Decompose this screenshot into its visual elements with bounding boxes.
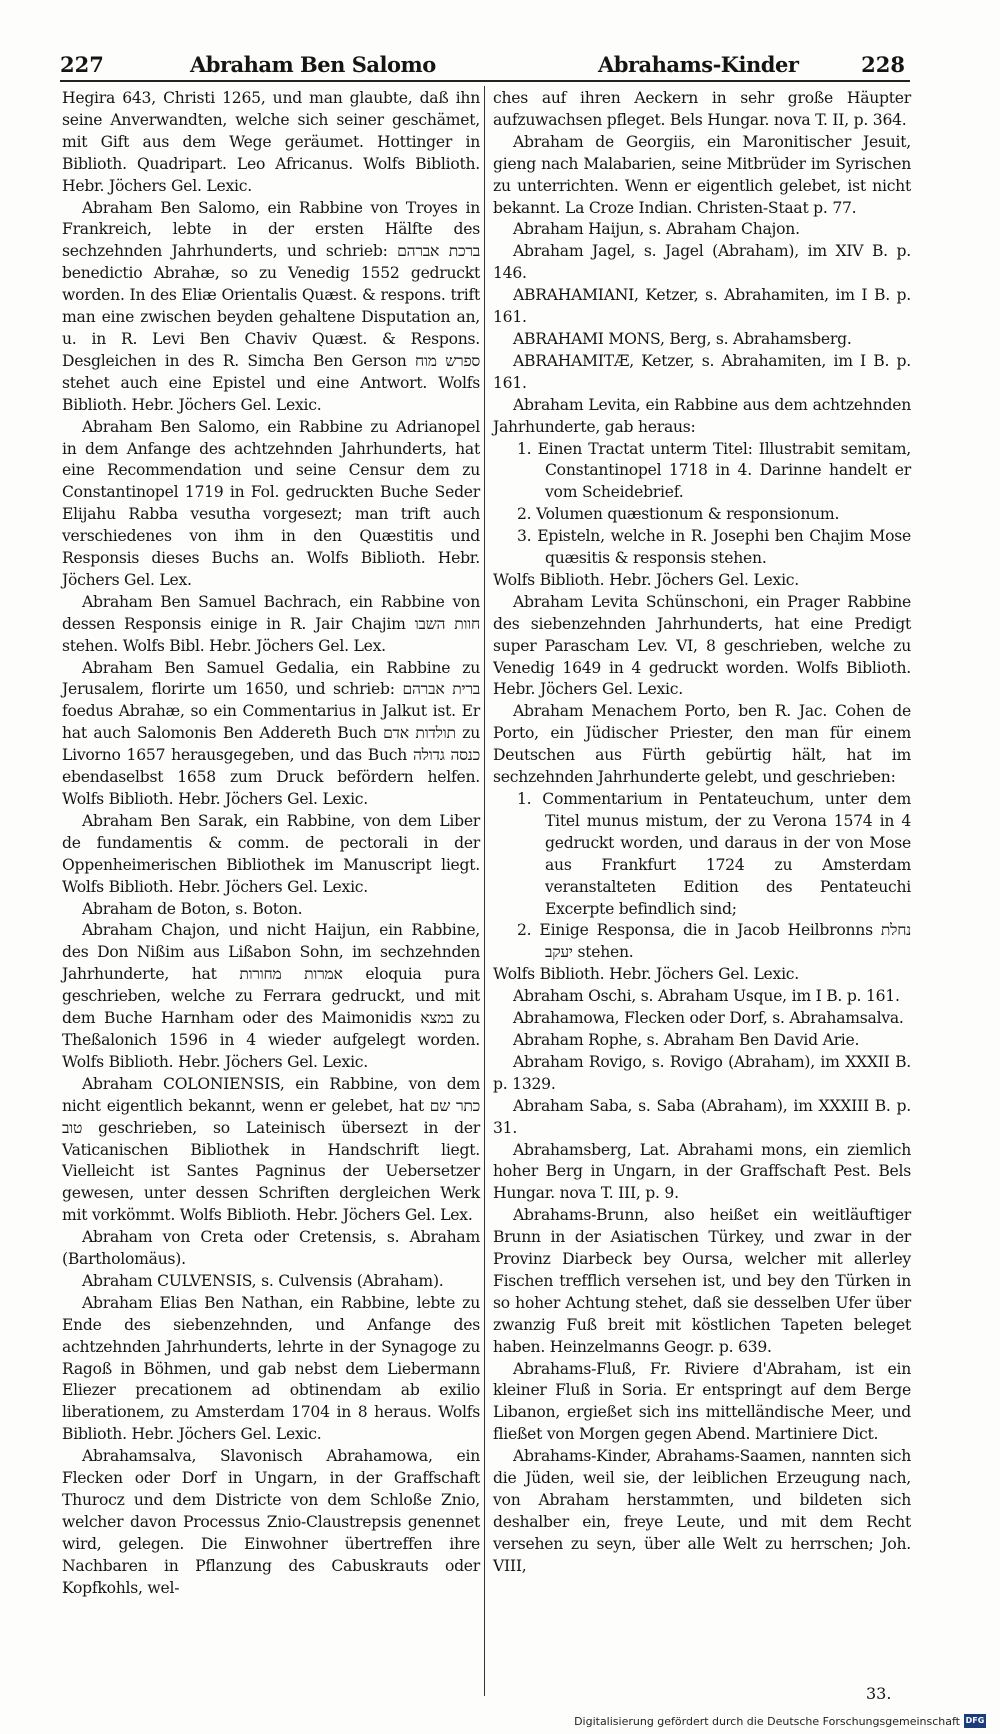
left-running-title: Abraham Ben Salomo [190, 52, 436, 77]
entry-paragraph: ABRAHAMI MONS, Berg, s. Abrahamsberg. [513, 329, 852, 348]
entry-paragraph: Abraham COLONIENSIS, ein Rabbine, von dem nicht eigentlich bekannt, wenn er gelebet, hat כתר שם טוב geschrieben, so Lateinisch übersezt in der Vaticanischen Bibliothek in Handschrift liegt. Vielleicht ist Santes Pagninus der Uebersetzer gewesen, unter dessen Schriften dergleichen Werk mit vorkömmt. Wolfs Biblioth. Hebr. Jöchers Gel. Lex. [62, 1074, 480, 1225]
entry-paragraph: Abrahamowa, Flecken oder Dorf, s. Abrahamsalva. [513, 1009, 904, 1028]
left-page-number: 227 [60, 52, 104, 77]
entry-paragraph: Abraham Levita Schünschoni, ein Prager Rabbine des siebenzehnden Jahrhunderts, hat eine Predigt super Parascham Lev. VI, 8 geschrieben, welche zu Venedig 1649 in 4 gedruckt worden. Wolfs Biblioth. Hebr. Jöchers Gel. Lexic. [493, 592, 911, 699]
list-item: 1. Commentarium in Pentateuchum, unter dem Titel munus mistum, der zu Verona 1574 in 4 gedruckt worden, und daraus in der von Mose aus Frankfurt 1724 zu Amsterdam veranstalteten Edition des Pentateuchi Excerpte befindlich sind; [517, 790, 911, 918]
entry-paragraph: Abraham Haijun, s. Abraham Chajon. [513, 220, 800, 239]
right-page-number: 228 [861, 52, 905, 77]
header-rule [60, 80, 910, 82]
entry-paragraph: Abraham Ben Samuel Gedalia, ein Rabbine zu Jerusalem, florirte um 1650, und schrieb: ברית אברהם foedus Abrahæ, so ein Commentarius in Jalkut ist. Er hat auch Salomonis Ben Addereth Buch תולדות אדם zu Livorno 1657 herausgegeben, und das Buch כנסה גדולה ebendaselbst 1658 zum Druck befördern helfen. Wolfs Biblioth. Hebr. Jöchers Gel. Lexic. [62, 658, 481, 808]
list-item: 3. Episteln, welche in R. Josephi ben Chajim Mose quæsitis & responsis stehen. [517, 527, 911, 568]
entry-paragraph: Abraham Levita, ein Rabbine aus dem achtzehnden Jahrhunderte, gab heraus: [493, 395, 911, 436]
entry-paragraph: Abrahamsalva, Slavonisch Abrahamowa, ein Flecken oder Dorf in Ungarn, in der Graffschaft Thurocz und dem Districte von dem Schloße Znio, welcher davon Processus Znio-Claustrepsis genennet wird, gelegen. Die Einwohner übertreffen ihre Nachbaren in Pflanzung des Cabuskrauts oder Kopfkohls, wel- [62, 1447, 480, 1597]
left-column [62, 88, 480, 1600]
entry-paragraph: ABRAHAMIANI, Ketzer, s. Abrahamiten, im I B. p. 161. [493, 286, 911, 327]
entry-paragraph: Abraham Menachem Porto, ben R. Jac. Cohen de Porto, ein Jüdischer Priester, den man für einem Deutschen aus Fürth gebürtig hält, hat im sechzehnden Jahrhunderte gelebt, und geschrieben: [493, 702, 911, 787]
entry-paragraph: Abraham Saba, s. Saba (Abraham), im XXXIII B. p. 31. [493, 1096, 911, 1137]
entry-paragraph: Abrahamsberg, Lat. Abrahami mons, ein ziemlich hoher Berg in Ungarn, in der Graffschaft Pest. Bels Hungar. nova T. III, p. 9. [493, 1140, 911, 1203]
entry-paragraph: Abrahams-Fluß, Fr. Riviere d'Abraham, ist ein kleiner Fluß in Soria. Er entspringt auf dem Berge Libanon, ergießet sich ins mittelländische Meer, und fließet von Morgen gegen Abend. Martiniere Dict. [493, 1359, 911, 1444]
entry-paragraph: Abraham Ben Sarak, ein Rabbine, von dem Liber de fundamentis & comm. de pectorali in der Oppenheimerischen Bibliothek im Manuscript liegt. Wolfs Biblioth. Hebr. Jöchers Gel. Lexic. [62, 811, 480, 896]
entry-paragraph: Abrahams-Kinder, Abrahams-Saamen, nannten sich die Jüden, weil sie, der leiblichen Erzeugung nach, von Abraham herstammten, und bildeten sich deshalber ein, freye Leute, und mit dem Recht versehen zu seyn, über alle Welt zu herrschen; Joh. VIII, [493, 1447, 911, 1575]
entry-paragraph: Abraham Rophe, s. Abraham Ben David Arie. [513, 1030, 860, 1049]
footer-text: Digitalisierung gefördert durch die Deutsche Forschungsgemeinschaft [574, 1714, 960, 1728]
entry-paragraph: Abraham Chajon, und nicht Haijun, ein Rabbine, des Don Nißim aus Lißabon Sohn, im sechzehnden Jahrhunderte, hat אמרות מחורות eloquia pura geschrieben, welche zu Ferrara gedruckt, und mit dem Buche Harnham oder des Maimonidis במצא zu Theßalonich 1596 in 4 wieder aufgelegt worden. Wolfs Biblioth. Hebr. Jöchers Gel. Lexic. [62, 921, 481, 1071]
entry-paragraph: ches auf ihren Aeckern in sehr große Häupter aufzuwachsen pfleget. Bels Hungar. nova T. II, p. 364. [493, 89, 911, 129]
entry-paragraph: ABRAHAMITÆ, Ketzer, s. Abrahamiten, im I B. p. 161. [493, 351, 911, 392]
entry-paragraph: Abraham Ben Salomo, ein Rabbine zu Adrianopel in dem Anfange des achtzehnden Jahrhunderts, hat eine Recommendation und seine Censur dem zu Constantinopel 1719 in Fol. gedruckten Buche Seder Elijahu Rabba vesutha vorgesezt; man trift auch verschiedenes von ihm in den Quæstitis und Responsis dieses Buchs an. Wolfs Biblioth. Hebr. Jöchers Gel. Lex. [62, 417, 480, 589]
entry-paragraph: Abraham Rovigo, s. Rovigo (Abraham), im XXXII B. p. 1329. [493, 1052, 911, 1093]
dfg-logo-icon: DFG [964, 1714, 986, 1728]
list-item: 1. Einen Tractat unterm Titel: Illustrabit semitam, Constantinopel 1718 in 4. Darinne handelt er vom Scheidebrief. [517, 439, 911, 502]
entry-paragraph: Abraham Ben Samuel Bachrach, ein Rabbine von dessen Responsis einige in R. Jair Chajim חוות השבו stehen. Wolfs Bibl. Hebr. Jöchers Gel. Lex. [62, 592, 480, 655]
column-divider [484, 86, 485, 1696]
entry-paragraph: Abraham von Creta oder Cretensis, s. Abraham (Bartholomäus). [62, 1228, 480, 1269]
entry-paragraph: Wolfs Biblioth. Hebr. Jöchers Gel. Lexic. [493, 570, 800, 589]
entry-paragraph: Abraham CULVENSIS, s. Culvensis (Abraham). [82, 1271, 444, 1290]
right-column [493, 88, 911, 1578]
running-header [60, 50, 910, 80]
entry-paragraph: Hegira 643, Christi 1265, und man glaubte, daß ihn seine Anverwandten, welche sich seiner geschämet, mit Gift aus dem Wege geräumet. Hottinger in Biblioth. Quadripart. Leo Africanus. Wolfs Biblioth. Hebr. Jöchers Gel. Lexic. [62, 89, 480, 195]
entry-paragraph: Abraham Elias Ben Nathan, ein Rabbine, lebte zu Ende des siebenzehnden, und Anfange des achtzehnden Jahrhunderts, lehrte in der Synagoge zu Ragoß in Böhmen, und gab nebst dem Liebermann Eliezer precationem ad obtinendam ab exilio liberationem, zu Amsterdam 1704 in 8 heraus. Wolfs Biblioth. Hebr. Jöchers Gel. Lexic. [62, 1293, 480, 1444]
right-running-title: Abrahams-Kinder [598, 52, 799, 77]
entry-paragraph: Wolfs Biblioth. Hebr. Jöchers Gel. Lexic. [493, 965, 800, 984]
entry-paragraph: Abraham Jagel, s. Jagel (Abraham), im XIV B. p. 146. [493, 242, 911, 283]
entry-paragraph: Abraham Ben Salomo, ein Rabbine von Troyes in Frankreich, lebte in der ersten Hälfte des sechzehnden Jahrhunderts, und schrieb: ברכת אברהם benedictio Abrahæ, so zu Venedig 1552 gedruckt worden. In des Eliæ Orientalis Quæst. & respons. trift man eine zwischen beyden gehaltene Disputation an, u. in R. Levi Ben Chaviv Quæst. & Respons. Desgleichen in des R. Simcha Ben Gerson ספרש מוח stehet auch eine Epistel und eine Antwort. Wolfs Biblioth. Hebr. Jöchers Gel. Lexic. [62, 198, 480, 414]
entry-paragraph: Abrahams-Brunn, also heißet ein weitläuftiger Brunn in der Asiatischen Türkey, und zwar in der Provinz Diarbeck bey Oursa, welcher mit allerley Fischen trefflich versehen ist, und bey den Türken in so hoher Achtung stehet, daß sie desselben Ufer über zwanzig Fuß breit mit köstlichen Tapeten beleget haben. Heinzelmanns Geogr. p. 639. [493, 1206, 911, 1356]
catchword: 33. [866, 1684, 892, 1703]
footer [574, 1714, 986, 1728]
entry-paragraph: Abraham Oschi, s. Abraham Usque, im I B. p. 161. [513, 987, 900, 1006]
entry-paragraph: Abraham de Boton, s. Boton. [82, 899, 303, 918]
list-item: 2. Einige Responsa, die in Jacob Heilbronns נחלת יעקב stehen. [517, 921, 911, 962]
list-item: 2. Volumen quæstionum & responsionum. [517, 505, 840, 524]
entry-paragraph: Abraham de Georgiis, ein Maronitischer Jesuit, gieng nach Malabarien, seine Mitbrüder im Syrischen zu unterrichten. Wenn er eigentlich gelebet, ist nicht bekannt. La Croze Indian. Christen-Staat p. 77. [493, 132, 911, 217]
